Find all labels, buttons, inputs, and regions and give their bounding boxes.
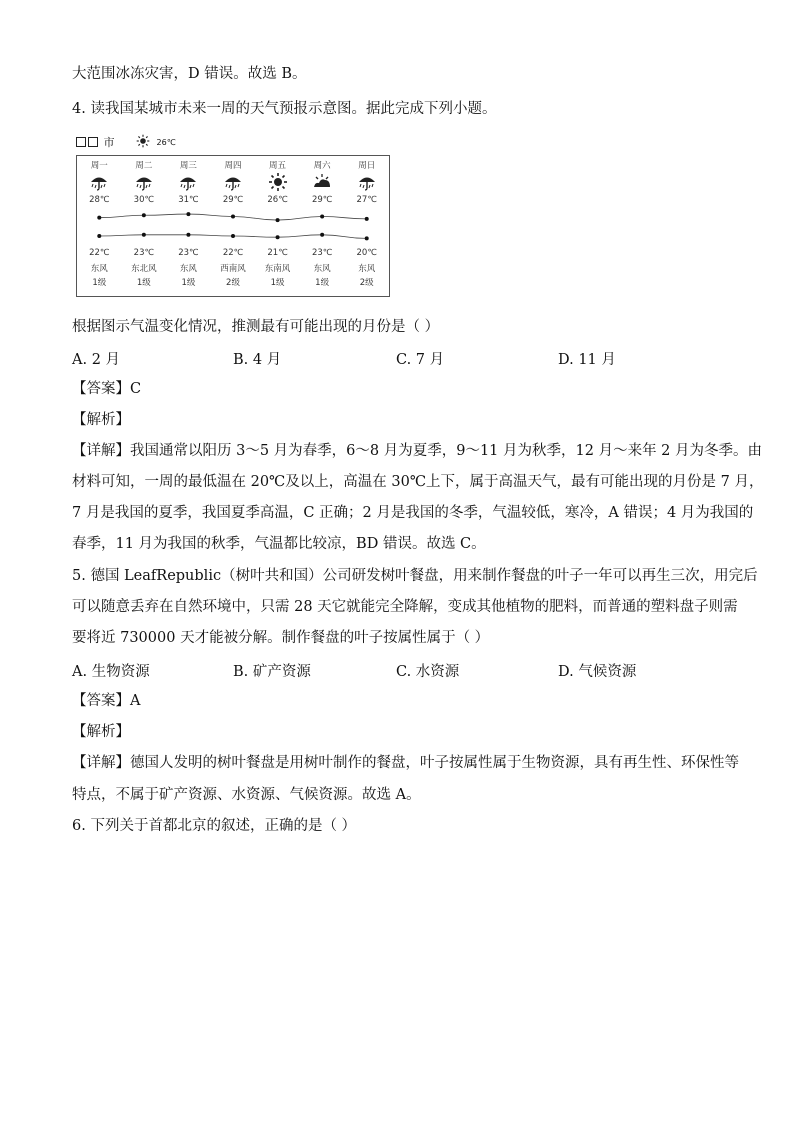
high-temp: 30℃ bbox=[133, 195, 155, 205]
wind-level: 1级 bbox=[315, 278, 330, 288]
wind-direction: 东南风 bbox=[264, 264, 291, 274]
high-temp: 27℃ bbox=[356, 195, 377, 205]
option-c[interactable]: C. 水资源 bbox=[396, 664, 460, 680]
question-5-line: 要将近 730000 天才能被分解。制作餐盘的叶子按属性属于（ ） bbox=[72, 630, 490, 646]
option-b[interactable]: B. 矿产资源 bbox=[233, 664, 311, 680]
low-temp: 23℃ bbox=[178, 248, 199, 258]
wind-level: 2级 bbox=[226, 278, 240, 288]
question-4-stem: 根据图示气温变化情况，推测最有可能出现的月份是（ ） bbox=[72, 319, 440, 335]
question-4-title: 4. 读我国某城市未来一周的天气预报示意图。据此完成下列小题。 bbox=[72, 101, 497, 117]
day-label: 周五 bbox=[269, 161, 287, 171]
day-label: 周六 bbox=[313, 161, 331, 171]
low-temp: 23℃ bbox=[133, 248, 155, 258]
rain-icon bbox=[134, 172, 154, 192]
high-temp: 28℃ bbox=[89, 195, 110, 205]
high-temp: 26℃ bbox=[267, 195, 288, 205]
option-d[interactable]: D. 11 月 bbox=[558, 352, 616, 368]
high-temp-point bbox=[231, 214, 235, 218]
rain-icon bbox=[223, 172, 243, 192]
option-a[interactable]: A. 2 月 bbox=[72, 352, 121, 368]
analysis-label: 【解析】 bbox=[72, 724, 130, 740]
low-temp: 23℃ bbox=[311, 248, 333, 258]
detail-line: 7 月是我国的夏季，我国夏季高温，C 正确；2 月是我国的冬季，气温较低，寒冷，A 错误；4 月为我国的 bbox=[72, 505, 754, 521]
placeholder-box-icon bbox=[76, 137, 86, 147]
wind-level: 1级 bbox=[270, 278, 285, 288]
partly-cloudy-icon bbox=[312, 172, 332, 192]
low-temp-point bbox=[186, 233, 190, 237]
high-temp-point bbox=[320, 214, 324, 218]
wind-level: 1级 bbox=[92, 278, 107, 288]
wind-direction: 东风 bbox=[313, 264, 331, 274]
city-label bbox=[76, 134, 115, 150]
option-c[interactable]: C. 7 月 bbox=[396, 352, 445, 368]
day-label: 周四 bbox=[224, 161, 242, 171]
current-temp: 26℃ bbox=[156, 138, 176, 147]
low-temp-point bbox=[231, 234, 235, 238]
option-b[interactable]: B. 4 月 bbox=[233, 352, 282, 368]
wind-direction: 西南风 bbox=[220, 264, 246, 274]
day-label: 周日 bbox=[358, 161, 376, 171]
answer-label: 【答案】C bbox=[72, 381, 142, 397]
rain-icon bbox=[357, 172, 377, 192]
sun-icon bbox=[136, 134, 150, 148]
wind-direction: 东风 bbox=[90, 264, 108, 274]
high-temp: 31℃ bbox=[178, 195, 199, 205]
low-temp: 22℃ bbox=[89, 248, 110, 258]
low-temp-point bbox=[276, 235, 280, 239]
rain-icon bbox=[89, 172, 109, 192]
analysis-label: 【解析】 bbox=[72, 412, 130, 428]
low-temp-point bbox=[97, 234, 101, 238]
day-label: 周二 bbox=[135, 161, 153, 171]
question-6-title: 6. 下列关于首都北京的叙述，正确的是（ ） bbox=[72, 818, 357, 834]
detail-line: 【详解】我国通常以阳历 3～5 月为春季，6～8 月为夏季，9～11 月为秋季，12 月～来年 2 月为冬季。由 bbox=[72, 443, 763, 459]
low-temp-point bbox=[365, 236, 369, 240]
detail-line: 春季，11 月为我国的秋季，气温都比较凉，BD 错误。故选 C。 bbox=[72, 536, 486, 552]
weather-forecast-figure bbox=[76, 134, 390, 296]
high-temp-point bbox=[186, 212, 190, 216]
low-temp-point bbox=[142, 233, 146, 237]
current-weather bbox=[136, 134, 176, 148]
wind-level: 1级 bbox=[136, 278, 151, 288]
low-temp: 21℃ bbox=[267, 248, 288, 258]
placeholder-box-icon bbox=[88, 137, 98, 147]
wind-direction: 东北风 bbox=[131, 264, 157, 274]
day-label: 周一 bbox=[90, 161, 108, 171]
question-5-options bbox=[72, 660, 732, 680]
low-temp: 22℃ bbox=[222, 248, 244, 258]
wind-direction: 东风 bbox=[358, 264, 376, 274]
detail-line: 特点，不属于矿产资源、水资源、气候资源。故选 A。 bbox=[72, 787, 421, 803]
detail-line: 【详解】德国人发明的树叶餐盘是用树叶制作的餐盘，叶子按属性属于生物资源，具有再生性、环保性等 bbox=[72, 755, 739, 771]
wind-direction: 东风 bbox=[179, 264, 197, 274]
option-d[interactable]: D. 气候资源 bbox=[558, 664, 637, 680]
rain-icon bbox=[178, 172, 198, 192]
option-a[interactable]: A. 生物资源 bbox=[72, 664, 150, 680]
day-label: 周三 bbox=[179, 161, 197, 171]
question-5-line: 可以随意丢弃在自然环境中，只需 28 天它就能完全降解，变成其他植物的肥料，而普通的塑料盘子则需 bbox=[72, 599, 738, 615]
answer-label: 【答案】A bbox=[72, 693, 141, 709]
city-suffix: 市 bbox=[103, 136, 115, 149]
wind-level: 1级 bbox=[181, 278, 196, 288]
sun-icon bbox=[268, 172, 288, 192]
high-temp-point bbox=[365, 217, 369, 221]
high-temp-point bbox=[97, 216, 101, 220]
question-4-options bbox=[72, 348, 732, 368]
wind-level: 2级 bbox=[359, 278, 374, 288]
high-temp: 29℃ bbox=[311, 195, 333, 205]
low-temp: 20℃ bbox=[356, 248, 377, 258]
high-temp: 29℃ bbox=[222, 195, 244, 205]
text-line: 大范围冰冻灾害，D 错误。故选 B。 bbox=[72, 66, 307, 82]
forecast-grid bbox=[76, 155, 390, 297]
detail-line: 材料可知，一周的最低温在 20℃及以上，高温在 30℃上下，属于高温天气，最有可能出现的月份是 7 月， bbox=[72, 474, 764, 490]
high-temp-point bbox=[276, 218, 280, 222]
low-temp-point bbox=[320, 233, 324, 237]
question-5-line: 5. 德国 LeafRepublic（树叶共和国）公司研发树叶餐盘，用来制作餐盘的叶子一年可以再生三次，用完后 bbox=[72, 568, 758, 584]
high-temp-point bbox=[142, 213, 146, 217]
